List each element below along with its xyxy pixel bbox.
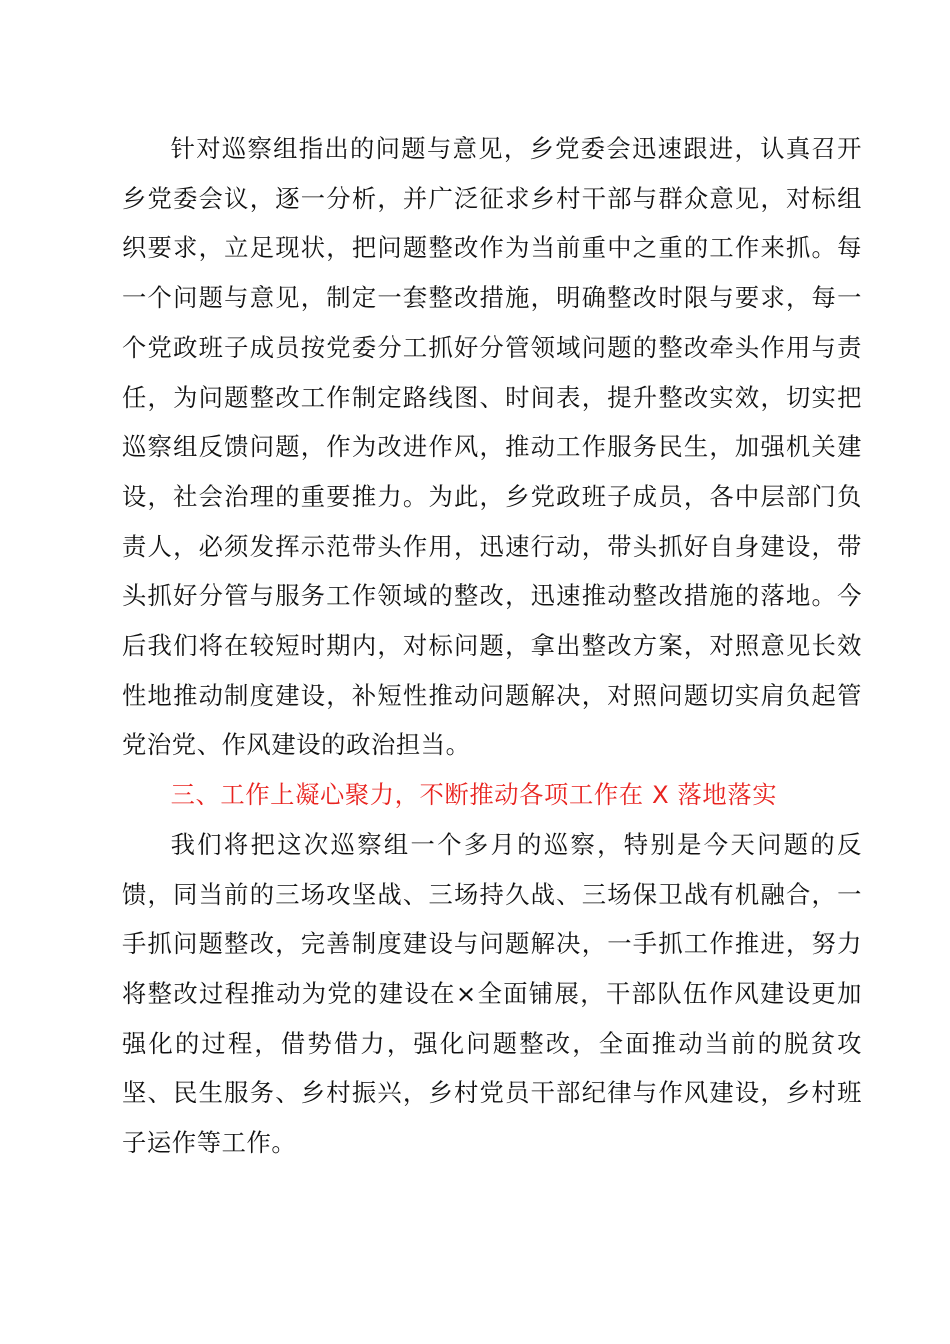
section-heading-three: 三、工作上凝心聚力，不断推动各项工作在 X 落地落实 (170, 780, 778, 810)
paragraph-rectification-measures: 针对巡察组指出的问题与意见，乡党委会迅速跟进，认真召开乡党委会议，逐一分析，并广泛征求乡村干部与群众意见，对标组织要求，立足现状，把问题整改作为当前重中之重的工作来抓。每一个问题与意见，制定一套整改措施，明确整改时限与要求，每一个党政班子成员按党委分工抓好分管领域问题的整改牵头作用与责任，为问题整改工作制定路线图、时间表，提升整改实效，切实把巡察组反馈问题，作为改进作风，推动工作服务民生，加强机关建设，社会治理的重要推力。为此，乡党政班子成员，各中层部门负责人，必须发挥示范带头作用，迅速行动，带头抓好自身建设，带头抓好分管与服务工作领域的整改，迅速推动整改措施的落地。今后我们将在较短时期内，对标问题，拿出整改方案，对照意见长效性地推动制度建设，补短性推动问题解决，对照问题切实肩负起管党治党、作风建设的政治担当。 (122, 134, 862, 760)
document-body (122, 124, 862, 1168)
paragraph-work-promotion: 我们将把这次巡察组一个多月的巡察，特别是今天问题的反馈，同当前的三场攻坚战、三场持久战、三场保卫战有机融合，一手抓问题整改，完善制度建设与问题解决，一手抓工作推进，努力将整改过程推动为党的建设在×全面铺展，干部队伍作风建设更加强化的过程，借势借力，强化问题整改，全面推动当前的脱贫攻坚、民生服务、乡村振兴，乡村党员干部纪律与作风建设，乡村班子运作等工作。 (122, 829, 862, 1158)
